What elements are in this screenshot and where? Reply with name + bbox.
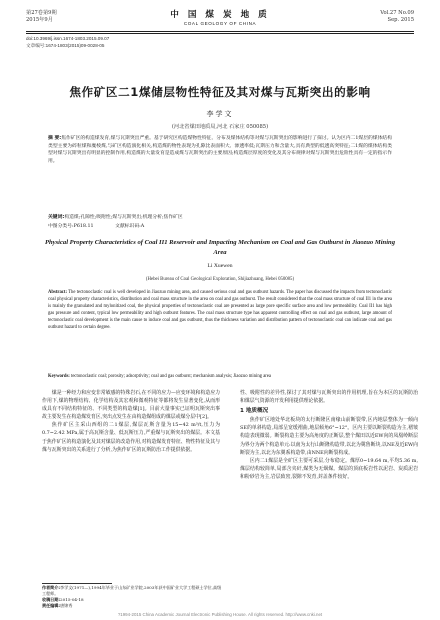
header-rule-thick xyxy=(26,31,414,32)
editor-label: 责任编辑: xyxy=(42,603,61,608)
received-date-text: 2015-04-18 xyxy=(60,597,84,602)
publication-date-en: Sep. 2015 xyxy=(387,16,414,23)
volume-issue: 第27卷第9期 xyxy=(26,10,57,16)
header-rule-thin xyxy=(26,33,414,34)
footnote-rule xyxy=(42,583,112,584)
author-bio-label: 作者简介: xyxy=(42,585,61,590)
keywords-zh-label: 关键词: xyxy=(48,215,65,220)
abstract-en xyxy=(48,289,392,331)
abstract-en-text: The tectonoclastic coal is well developed in Jiaozuo mining area, and caused serious coal and gas outburst hazards. The paper has discussed the impacts from tectonoclastic coal physical property characteristics, distribution and coal mass structure in the area on coal and gas outburst. The result considered that the coal mass structure of coal II1 in the area is mainly the granulated and mylonitized coal, the physical properties of tectonoclastic coal are presented as large pore specific surface area and low permeability. Coal II1 has high gas pressure and content, typical low permeability and high outburst features. The coal mass structure type has apparent controlling effect on coal and gas outburst, large amount of tectonoclastic coal development is the main cause to induce coal and gas outburst, thus the thickness variation and distribution pattern of tectonoclastic coal can indicate coal and gas outburst hazard to certain degree. xyxy=(48,290,392,331)
footnote xyxy=(42,585,222,609)
affiliation-en: (Hebei Bureau of Coal Geological Exploration, Shijiazhuang, Hebei 050085) xyxy=(145,277,295,282)
body-column-left xyxy=(42,389,220,454)
received-date-label: 收稿日期: xyxy=(42,597,61,602)
publication-date: 2015年9月 xyxy=(26,16,53,23)
author-name-en: Li Xuewen xyxy=(207,263,233,269)
abstract-en-label: Abstract: xyxy=(48,290,68,295)
affiliation-zh: (河北省煤田地质局,河北 石家庄 050085) xyxy=(171,124,269,130)
abstract-zh-label: 摘 要: xyxy=(48,136,62,141)
body-column-right xyxy=(240,389,418,481)
section-heading: 1 地质概况 xyxy=(240,408,269,415)
body-paragraph: 煤是一种经力和应变非常敏感的特殊岩石,在不同的应力—应变环境和构造应力作用下,煤的物理结构、化学结构及其宏观和微观特征等都将发生显著变化,从而形成具有不同结构特征的、不同类型的构造煤[1]。目前大量事实已证明瓦斯突出事故主要发生在构造煤发育区,突出点发生在由构造煤组成的煤层或煤分层中[2]。 xyxy=(42,390,220,421)
volume-issue-en: Vol.27 No.09 xyxy=(380,10,414,16)
header-center xyxy=(26,10,414,27)
author-bio xyxy=(42,585,222,597)
body-paragraph: 性、吸附性的差异性,探讨了其对煤与瓦斯突出的作用机理,旨在为本区的瓦斯防治和煤层气资源的开发利用提供理论依据。 xyxy=(240,390,418,405)
document-code: 文献标识码:A xyxy=(115,224,145,229)
abstract-zh xyxy=(48,135,392,165)
journal-header xyxy=(26,10,414,32)
journal-name-en: COAL GEOLOGY OF CHINA xyxy=(183,21,257,26)
body-paragraph: 焦作矿区主采山西组的二1煤层,煤层瓦斯含量为15~42 m³/t,压力为0.7~2.42 MPa,属于高瓦斯含量、低瓦斯压力,严重煤与瓦斯突出的煤层。本文基于焦作矿区的构造演化及其对煤层的改造作用,对构造煤发育特征、物性特征及其与煤与瓦斯突出的关系进行了分析,为焦作矿区的瓦斯防治工作提供依据。 xyxy=(42,422,220,453)
keywords-en-label: Keywords: xyxy=(48,374,70,379)
copyright-notice: ?1994-2015 China Academic Journal Electronic Publishing House. All rights reserved. http://www.cnki.net xyxy=(117,612,323,617)
keywords-en-text: tectonoclastic coal; porosity; adsorptivity; coal and gas outburst; mechanism analysis; Jiaozuo mining area xyxy=(71,374,271,379)
doi-link[interactable]: doi:10.3969/j.issn.1674-1803.2015.09.07 xyxy=(26,36,110,41)
editor xyxy=(42,603,222,609)
article-number: 文章编号:1674-1803(2015)09-0028-05 xyxy=(26,42,105,48)
keywords-en xyxy=(48,373,392,380)
author-name-zh: 李学文 xyxy=(206,110,234,118)
classification-row xyxy=(48,223,392,230)
clc-number: 中图分类号:P618.11 xyxy=(48,224,94,229)
abstract-zh-text: 焦作矿区的构造煤发育,煤与瓦斯突出严重。基于研究区构造煤物性特征、分布及煤体结构等对煤与瓦斯突出的影响进行了探讨。认为区内二1煤层的煤体结构类型主要为碎粒煤和糜棱煤,与矿区构造演化相关,构造煤的物性表现为孔隙比表面积大、渗透率低;瓦斯压力和含量大,具有典型的低透高突特征;二1煤的煤体结构类型对煤与瓦斯突出有明显的控制作用,构造煤的大量发育是造成煤与瓦斯突出的主要原因;构造煤层厚度的变化及其分布规律对煤与瓦斯突出危险性具有一定的指示作用。 xyxy=(48,136,392,164)
article-title-en: Physical Property Characteristics of Coal II1 Reservoir and Impacting Mechanism on Coal and Gas Outburst in Jiaozuo Mining Area xyxy=(44,239,396,256)
keywords-zh-text: 构造煤;孔隙性;吸附性;煤与瓦斯突出;机理分析;焦作矿区 xyxy=(64,215,183,220)
article-title-zh: 焦作矿区二1煤储层物性特征及其对煤与瓦斯突出的影响 xyxy=(69,85,371,99)
journal-name-zh: 中 国 煤 炭 地 质 xyxy=(170,10,270,20)
keywords-zh xyxy=(48,214,392,221)
article-meta xyxy=(26,36,109,49)
body-paragraph: 焦作矿区地处华北板块的太行断隆区南缘山前断裂带,区内地层整体为一倾向SE的单斜构造,局部呈宽缓褶曲,地层倾角6°~12°。区内主要以断裂构造为主,褶皱构造表现微弱。断裂构造主要为高角度的正断层,整个煤田以近EW向的凤凰岭断层为界分为两个构造单元:以南为太行山断隆构造带,以北为冀鲁断块,以NE及近EW向断裂为主,以北为东翼系构造带,由NNE向断裂构成。 xyxy=(240,417,418,456)
header-right xyxy=(380,10,414,23)
body-paragraph: 区内二1煤层是全矿区主要可采层,分布稳定。煤厚0~19.64 m,平均5.36 m,煤层结构较简单,局部含夹矸,煤类为无烟煤。煤层的顶底板岩性以泥岩、炭质泥岩和粉砂岩为主,岩层致密,裂隙不发育,封盖条件较好。 xyxy=(240,457,418,480)
author-bio-text: 李学文(1971—),1994年毕业于山东矿业学院,2003年获中国矿业大学工程硕士学位,高级工程师。 xyxy=(42,585,222,596)
editor-text: 唐锦秀 xyxy=(60,603,73,608)
